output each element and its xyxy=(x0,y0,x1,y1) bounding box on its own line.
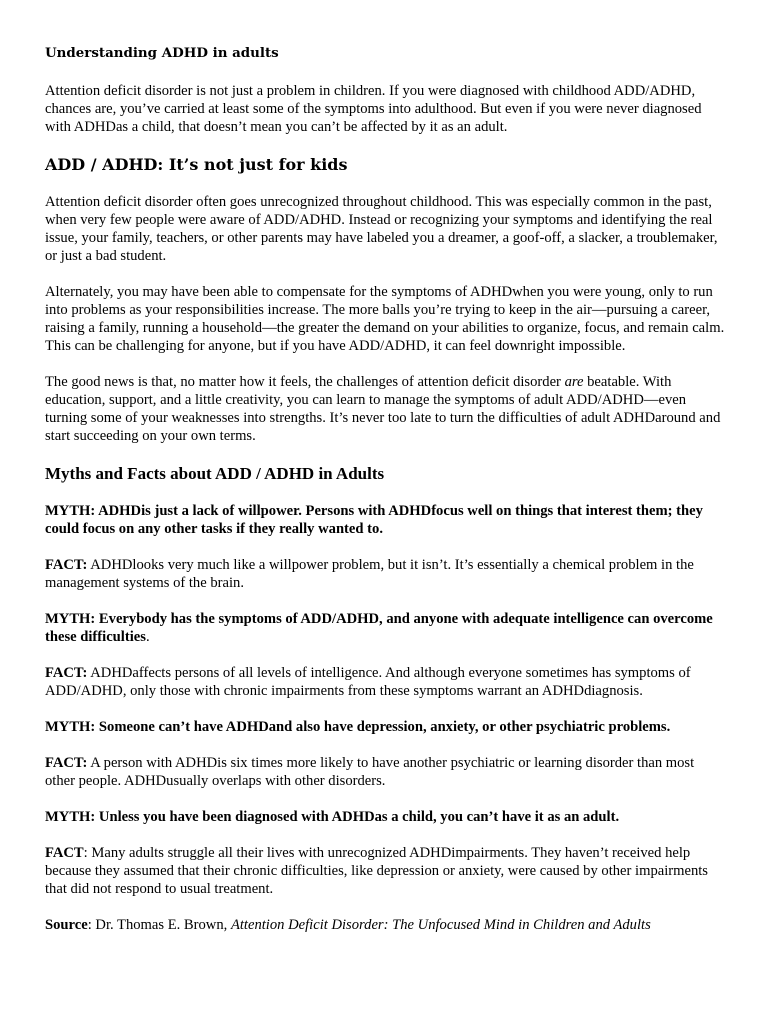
fact-4-text: : Many adults struggle all their lives with unrecognized ADHDimpairments. They haven’t received help because they assumed that their chronic difficulties, like depression or anxiety, were caused by other impairments that did not respond to usual treatment. xyxy=(45,845,708,897)
fact-2-text: ADHDaffects persons of all levels of intelligence. And although everyone sometimes has symptoms of ADD/ADHD, only those with chronic impairments from these symptoms warrant an ADHDdiagnosis. xyxy=(45,665,691,699)
source-book-title: Attention Deficit Disorder: The Unfocused Mind in Children and Adults xyxy=(230,917,651,933)
paragraph-good-news xyxy=(45,373,727,445)
document-title: Understanding ADHD in adults xyxy=(45,45,279,61)
good-news-emphasis: are xyxy=(564,374,584,390)
source-text: : Dr. Thomas E. Brown, xyxy=(87,917,231,933)
section-heading-not-just-for-kids: ADD / ADHD: It’s not just for kids xyxy=(45,155,348,174)
fact-1 xyxy=(45,556,727,592)
fact-4 xyxy=(45,844,727,898)
intro-paragraph: Attention deficit disorder is not just a problem in children. If you were diagnosed with childhood ADD/ADHD, chances are, you’ve carried at least some of the symptoms into adulthood. But even if you were never diagnosed with ADHDas a child, that doesn’t mean you can’t be affected by it as an adult. xyxy=(45,83,702,135)
paragraph-unrecognized: Attention deficit disorder often goes unrecognized throughout childhood. This was especially common in the past, when very few people were aware of ADD/ADHD. Instead or recognizing your symptoms and identifying the real issue, your family, teachers, or other parents may have labeled you a dreamer, a goof-off, a slacker, a troublemaker, or just a bad student. xyxy=(45,194,718,264)
fact-3 xyxy=(45,754,727,790)
fact-4-label: FACT xyxy=(45,845,84,861)
myth-1: MYTH: ADHDis just a lack of willpower. Persons with ADHDfocus well on things that interest them; they could focus on any other tasks if they really wanted to. xyxy=(45,503,703,537)
fact-2 xyxy=(45,664,727,700)
fact-3-label: FACT: xyxy=(45,755,88,771)
myth-4: MYTH: Unless you have been diagnosed with ADHDas a child, you can’t have it as an adult. xyxy=(45,809,620,825)
fact-1-label: FACT: xyxy=(45,557,88,573)
good-news-text-start: The good news is that, no matter how it feels, the challenges of attention deficit disorder xyxy=(45,374,565,390)
paragraph-compensate: Alternately, you may have been able to compensate for the symptoms of ADHDwhen you were young, only to run into problems as your responsibilities increase. The more balls you’re trying to keep in the air—pursuing a career, raising a family, running a household—the greater the demand on your abilities to organize, focus, and remain calm. This can be challenging for anyone, but if you have ADD/ADHD, it can feel downright impossible. xyxy=(45,284,725,354)
fact-3-text: A person with ADHDis six times more likely to have another psychiatric or learning disorder than most other people. ADHDusually overlaps with other disorders. xyxy=(45,755,695,789)
myth-3: MYTH: Someone can’t have ADHDand also have depression, anxiety, or other psychiatric problems. xyxy=(45,719,671,735)
myth-2 xyxy=(45,610,727,646)
document-page xyxy=(45,44,727,952)
myth-2-end: . xyxy=(145,629,150,645)
myth-2-text: MYTH: Everybody has the symptoms of ADD/ADHD, and anyone with adequate intelligence can overcome these difficulties xyxy=(45,611,713,645)
source-label: Source xyxy=(45,917,88,933)
fact-2-label: FACT: xyxy=(45,665,88,681)
fact-1-text: ADHDlooks very much like a willpower problem, but it isn’t. It’s essentially a chemical problem in the management systems of the brain. xyxy=(45,557,694,591)
source-citation xyxy=(45,916,727,934)
section-heading-myths-facts: Myths and Facts about ADD / ADHD in Adults xyxy=(45,464,385,483)
good-news-text-end: beatable. With education, support, and a little creativity, you can learn to manage the symptoms of adult ADD/ADHD—even turning some of your weaknesses into strengths. It’s never too late to turn the difficulties of adult ADHDaround and start succeeding on your own terms. xyxy=(45,374,721,444)
